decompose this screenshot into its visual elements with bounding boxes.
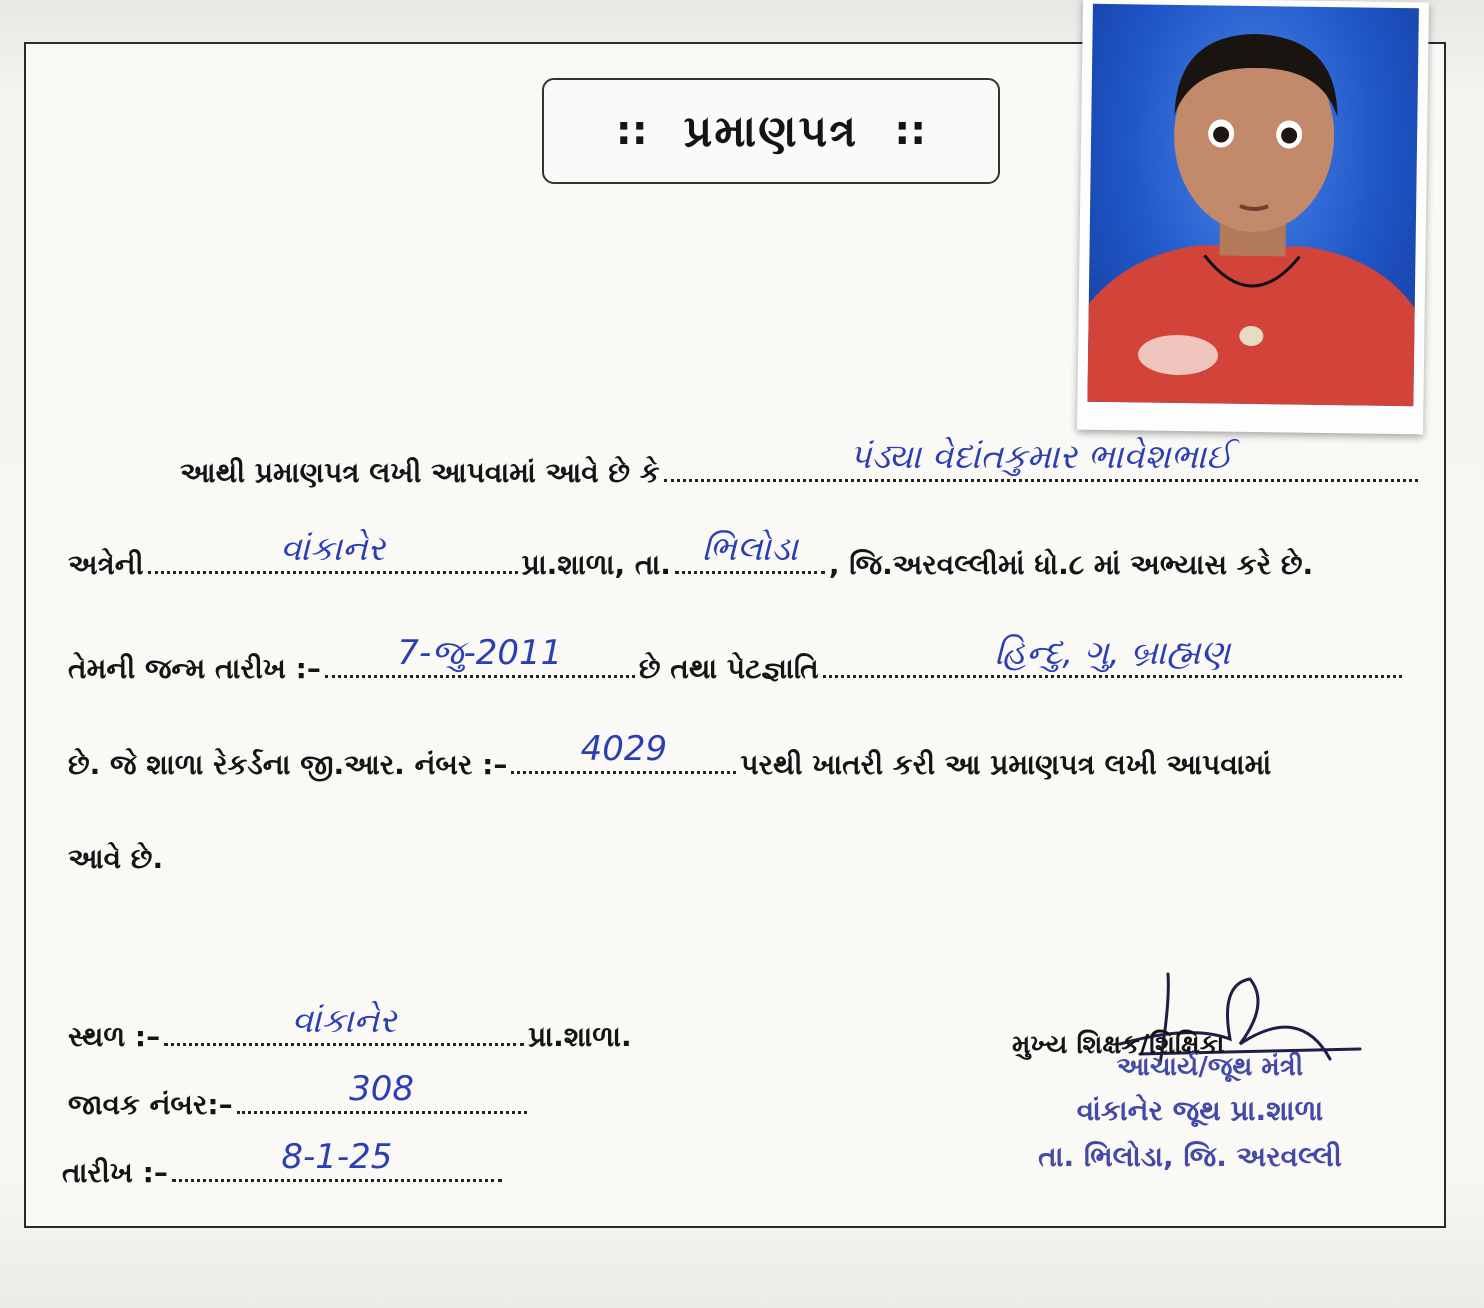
line5-text: આવે છે.: [68, 842, 164, 875]
student-photo: [1077, 0, 1429, 434]
gr-number-handwritten: 4029: [580, 729, 668, 769]
gr-number-field: [511, 729, 736, 774]
place-suffix: પ્રા.શાળા.: [528, 1020, 632, 1053]
date-row: [62, 1137, 506, 1190]
date-label: તારીખ :–: [62, 1156, 168, 1189]
body-line-1: [180, 437, 1422, 490]
outward-number-row: [68, 1069, 531, 1122]
date-field: [172, 1137, 502, 1182]
outward-number-handwritten: 308: [349, 1069, 415, 1109]
place-row: [68, 1001, 632, 1054]
body-line-5: [68, 842, 163, 876]
title-colon-left: ::: [615, 108, 648, 154]
caste-handwritten: હિન્દુ, ગુ, બ્રાહ્મણ: [994, 633, 1231, 673]
stamp-line-3: તા. ભિલોડા, જિ. અરવલ્લી: [1038, 1140, 1342, 1173]
caste-field: [823, 633, 1402, 678]
birth-date-field: [325, 633, 635, 678]
line1-text: આથી પ્રમાણપત્ર લખી આપવામાં આવે છે કે: [180, 456, 660, 489]
photo-background: [1087, 4, 1419, 407]
stamp-line-1: આચાર્ય/જૂથ મંત્રી: [1116, 1052, 1304, 1082]
child-portrait-illustration: [1087, 4, 1419, 407]
signature-label: મુખ્ય શિક્ષક/શિક્ષિકા: [1012, 1030, 1225, 1060]
title-colon-right: ::: [894, 108, 927, 154]
body-line-4: [68, 729, 1406, 782]
place-field: [164, 1001, 524, 1046]
taluka-handwritten: ભિલોડા: [701, 529, 798, 569]
student-name-field: [664, 437, 1418, 482]
certificate-title: પ્રમાણપત્ર: [683, 105, 859, 157]
school-name-handwritten: વાંકાનેર: [280, 529, 386, 569]
line3-prefix: તેમની જન્મ તારીખ :–: [68, 652, 321, 685]
taluka-field: [675, 529, 825, 574]
student-name-handwritten: પંડ્યા વેદાંતકુમાર ભાવેશભાઈ: [849, 437, 1233, 477]
place-handwritten: વાંકાનેર: [291, 1001, 397, 1041]
school-name-field: [148, 529, 518, 574]
certificate-title-box: [542, 78, 1000, 184]
body-line-3: [68, 633, 1406, 686]
date-handwritten: 8-1-25: [281, 1137, 393, 1177]
stamp-line-2: વાંકાનેર જૂથ પ્રા.શાળા: [1076, 1094, 1324, 1127]
outward-label: જાવક નંબર:–: [68, 1088, 233, 1121]
line2-mid: પ્રા.શાળા, તા.: [521, 548, 671, 581]
line4-suffix: પરથી ખાતરી કરી આ પ્રમાણપત્ર લખી આપવામાં: [740, 748, 1272, 781]
line3-mid: છે તથા પેટજ્ઞાતિ: [638, 652, 819, 685]
line2-suffix: , જિ.અરવલ્લીમાં ધો.૮ માં અભ્યાસ કરે છે.: [828, 548, 1314, 581]
place-label: સ્થળ :–: [68, 1020, 161, 1053]
outward-number-field: [237, 1069, 527, 1114]
line4-prefix: છે. જે શાળા રેકર્ડના જી.આર. નંબર :–: [68, 748, 508, 781]
body-line-2: [68, 529, 1412, 582]
birth-date-handwritten: 7-જુ-2011: [397, 633, 563, 673]
line2-prefix: અત્રેની: [68, 548, 144, 581]
